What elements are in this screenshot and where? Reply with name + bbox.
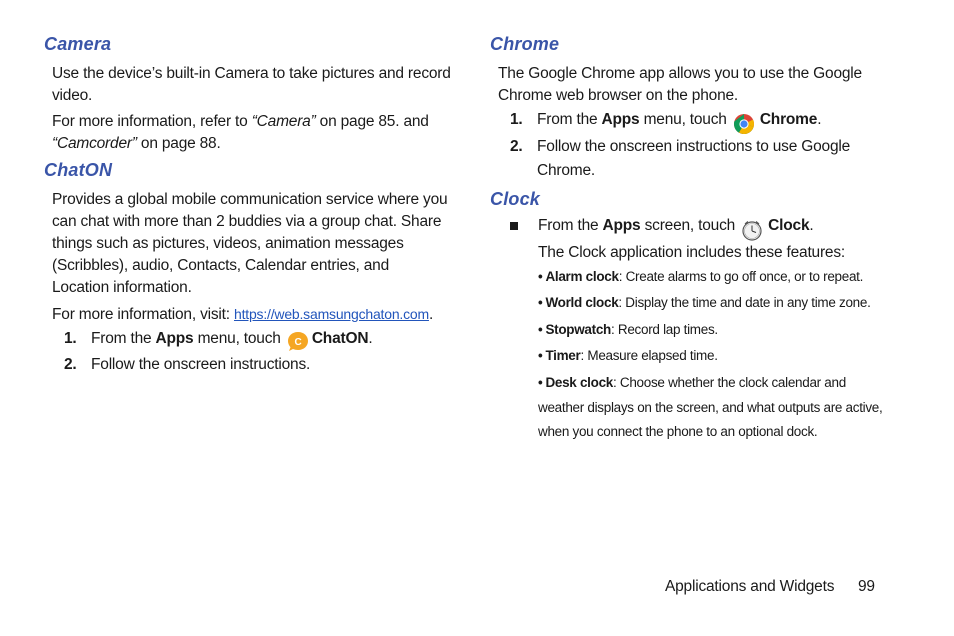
feature-timer: • Timer: Measure elapsed time. xyxy=(538,348,718,363)
chrome-heading: Chrome xyxy=(490,34,560,54)
svg-text:C: C xyxy=(294,337,302,348)
page-number: 99 xyxy=(858,578,875,595)
clock-heading: Clock xyxy=(490,189,541,209)
chaton-description: Provides a global mobile communication service where you can chat with more than 2 buddies via a group chat. Share things such as pictures, videos, animation messages (Scribbles), audio, Contacts, Calendar entries, and Location information. xyxy=(52,191,448,296)
clock-intro: The Clock application includes these features: xyxy=(538,244,846,261)
feature-stopwatch: • Stopwatch: Record lap times. xyxy=(538,322,718,337)
footer-section-title: Applications and Widgets xyxy=(665,578,835,595)
camera-reference: For more information, refer to “Camera” on page 85. and “Camcorder” on page 88. xyxy=(52,113,429,152)
chaton-reference: For more information, visit: https://web.samsungchaton.com. xyxy=(52,306,434,323)
chrome-app-label: Chrome xyxy=(759,111,818,128)
square-bullet-icon xyxy=(510,222,518,230)
chaton-heading: ChatON xyxy=(44,160,113,180)
feature-alarm-clock: • Alarm clock: Create alarms to go off once, or to repeat. xyxy=(538,269,864,284)
camcorder-ref-link: “Camcorder” xyxy=(52,135,137,152)
clock-app-label: Clock xyxy=(768,217,810,234)
camera-heading: Camera xyxy=(44,34,112,54)
camera-ref-link: “Camera” xyxy=(251,113,316,130)
feature-desk-clock: • Desk clock: Choose whether the clock calendar and weather displays on the screen, and what outputs are active, when you connect the phone to an optional dock. xyxy=(538,375,883,439)
chrome-description: The Google Chrome app allows you to use the Google Chrome web browser on the phone. xyxy=(498,65,862,104)
feature-world-clock: • World clock: Display the time and date in any time zone. xyxy=(538,295,871,310)
chaton-app-label: ChatON xyxy=(311,330,369,347)
camera-description: Use the device’s built-in Camera to take pictures and record video. xyxy=(52,65,451,104)
chaton-url-link[interactable]: https://web.samsungchaton.com xyxy=(233,306,429,322)
